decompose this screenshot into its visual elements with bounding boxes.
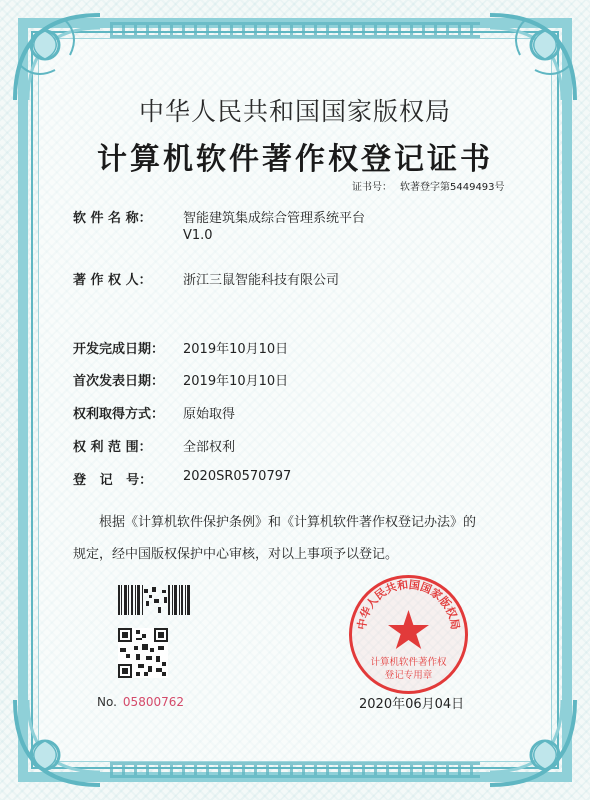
statement-line-1: 根据《计算机软件保护条例》和《计算机软件著作权登记办法》的 [99, 515, 477, 530]
first-publish-label: 首次发表日期： [73, 374, 165, 389]
certificate-title: 计算机软件著作权登记证书 [97, 142, 493, 177]
field-first-publish-date [73, 370, 288, 389]
corner-ornament-icon [10, 10, 105, 105]
completion-date-label: 开发完成日期： [73, 342, 165, 357]
field-software-name [73, 207, 365, 243]
certificate-number [352, 178, 505, 193]
registration-number-label: 登 记 号： [73, 473, 153, 488]
certificate-number-value: 软著登字第5449493号 [400, 182, 505, 193]
certificate-number-label: 证书号： [352, 182, 392, 193]
field-owner [73, 269, 339, 288]
bottom-fret-pattern [110, 762, 480, 778]
software-name-label: 软 件 名 称： [73, 211, 152, 226]
serial-value: 05800762 [122, 695, 184, 709]
field-acquisition [73, 403, 235, 422]
corner-ornament-icon [485, 10, 580, 105]
serial-label: No. [97, 695, 117, 709]
first-publish-value: 2019年10月10日 [183, 374, 289, 389]
barcode-icon [118, 585, 190, 615]
top-fret-pattern [110, 22, 480, 38]
acquisition-label: 权利取得方式： [73, 407, 165, 422]
seal-text-bottom-1: 计算机软件著作权 [370, 657, 447, 668]
qr-code-icon [118, 628, 168, 678]
official-seal-icon [346, 572, 471, 697]
field-completion-date [73, 338, 288, 357]
software-name-value: 智能建筑集成综合管理系统平台 [183, 211, 366, 226]
statement-line-2: 规定，经中国版权保护中心审核，对以上事项予以登记。 [73, 547, 399, 562]
field-scope [73, 436, 235, 455]
acquisition-value: 原始取得 [183, 407, 236, 422]
scope-value: 全部权利 [183, 440, 236, 455]
seal-text-top: 中华人民共和国国家版权局 [355, 578, 462, 631]
statement-text [73, 507, 523, 571]
owner-label: 著 作 权 人： [73, 273, 152, 288]
serial-number [97, 695, 184, 709]
corner-ornament-icon [10, 695, 105, 790]
seal-text-bottom-2: 登记专用章 [384, 670, 433, 681]
corner-ornament-icon [485, 695, 580, 790]
registration-number-value: 2020SR0570797 [183, 469, 292, 484]
issue-date: 2020年06月04日 [359, 697, 465, 712]
field-registration-number [73, 469, 291, 488]
completion-date-value: 2019年10月10日 [183, 342, 289, 357]
software-version: V1.0 [183, 228, 213, 243]
owner-value: 浙江三鼠智能科技有限公司 [183, 273, 340, 288]
issuer-name: 中华人民共和国国家版权局 [138, 97, 451, 126]
scope-label: 权 利 范 围： [73, 440, 152, 455]
